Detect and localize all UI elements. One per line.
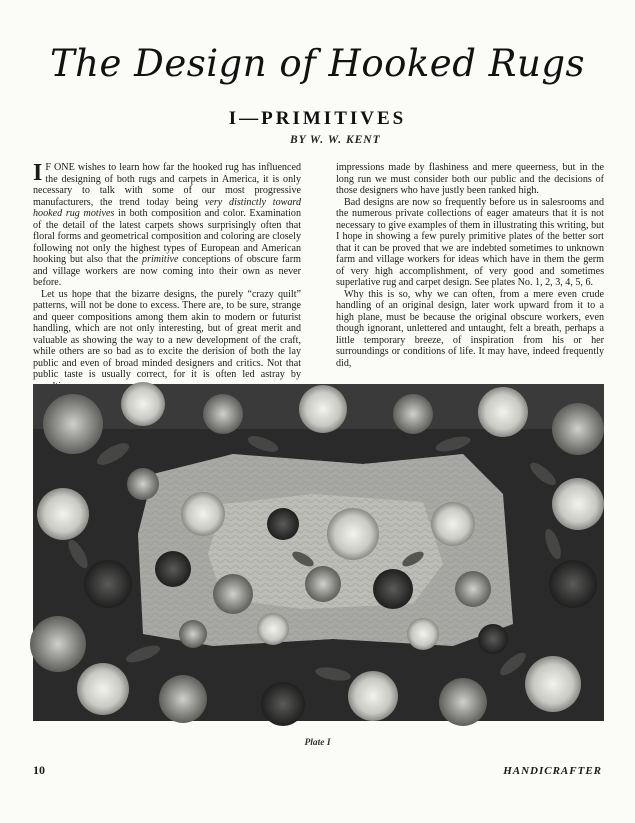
text-column-left [33, 162, 301, 384]
rug-photo-image [33, 384, 604, 721]
paragraph-text: wishes to learn how far the hooked rug has influenced the designing of both rugs and carpets in America, it is only necessary to talk with some of our most progressive manufacturers, the trend today being [33, 162, 301, 208]
paragraph: Why this is so, why we can often, from a mere even crude handling of an original design, later work upward from it to a high plane, must be because the original obscure workers, even though ignorant, unlettered and untaught, felt a breath, perhaps a little temporary breeze, of inspiration from his or her surroundings or conditions of life. It may have, indeed frequently did, [336, 288, 604, 369]
paragraph: impressions made by flashiness and mere queerness, but in the long run we must consider both our public and the decisions of those designers who have justly been ranked high. [336, 162, 604, 196]
lead-in-smallcaps: F ONE [45, 162, 75, 173]
plate-caption: Plate I [304, 738, 331, 748]
paragraph-text: conceptions of obscure farm and village workers are now coming into their own as never before. [33, 254, 301, 288]
emphasis-text: very distinctly toward hooked rug motives [33, 196, 301, 219]
article-subtitle: I—PRIMITIVES [228, 108, 407, 129]
page-number: 10 [33, 763, 45, 777]
paragraph-text: in both composition and color. Examination of the detail of the latest carpets shows surprisingly often that floral forms and geometrical composition and coloring are closely following not only the highest types of European and American hooking but also that the [33, 208, 301, 265]
paragraph [33, 162, 301, 289]
article-title: The Design of Hooked Rugs [50, 42, 585, 85]
text-column-right [336, 162, 604, 384]
rug-photograph [33, 384, 604, 721]
emphasis-text: primitive [142, 254, 179, 265]
magazine-name: HANDICRAFTER [503, 765, 602, 777]
article-byline: BY W. W. KENT [290, 134, 381, 146]
paragraph: Let us hope that the bizarre designs, the purely “crazy quilt” patterns, will not be done to excess. There are, to be sure, strange and queer compositions among them akin to modern or futurist handling, which are not only interesting, but of great merit and valuable as showing the way to a new development of the craft, while others are so bad as to excite the derision of both the lay public and even of broad minded designers and critics. Not that public taste is usually correct, for it is often led astray by [33, 288, 301, 380]
paragraph: Bad designs are now so frequently before us in salesrooms and the numerous private collections of eager amateurs that it is not necessary to give examples of them in illustrating this writing, but I hope in showing a few purely primitive plates of the better sort that it can be proved that we are indebted sometimes to unknown farm and village workers for ideas which have in them the germ of very high accomplishment, of very good and sometimes superlative rug and carpet design. See plates No. 1, 2, 3, 4, 5, 6. [336, 196, 604, 288]
drop-cap: I [33, 160, 43, 186]
